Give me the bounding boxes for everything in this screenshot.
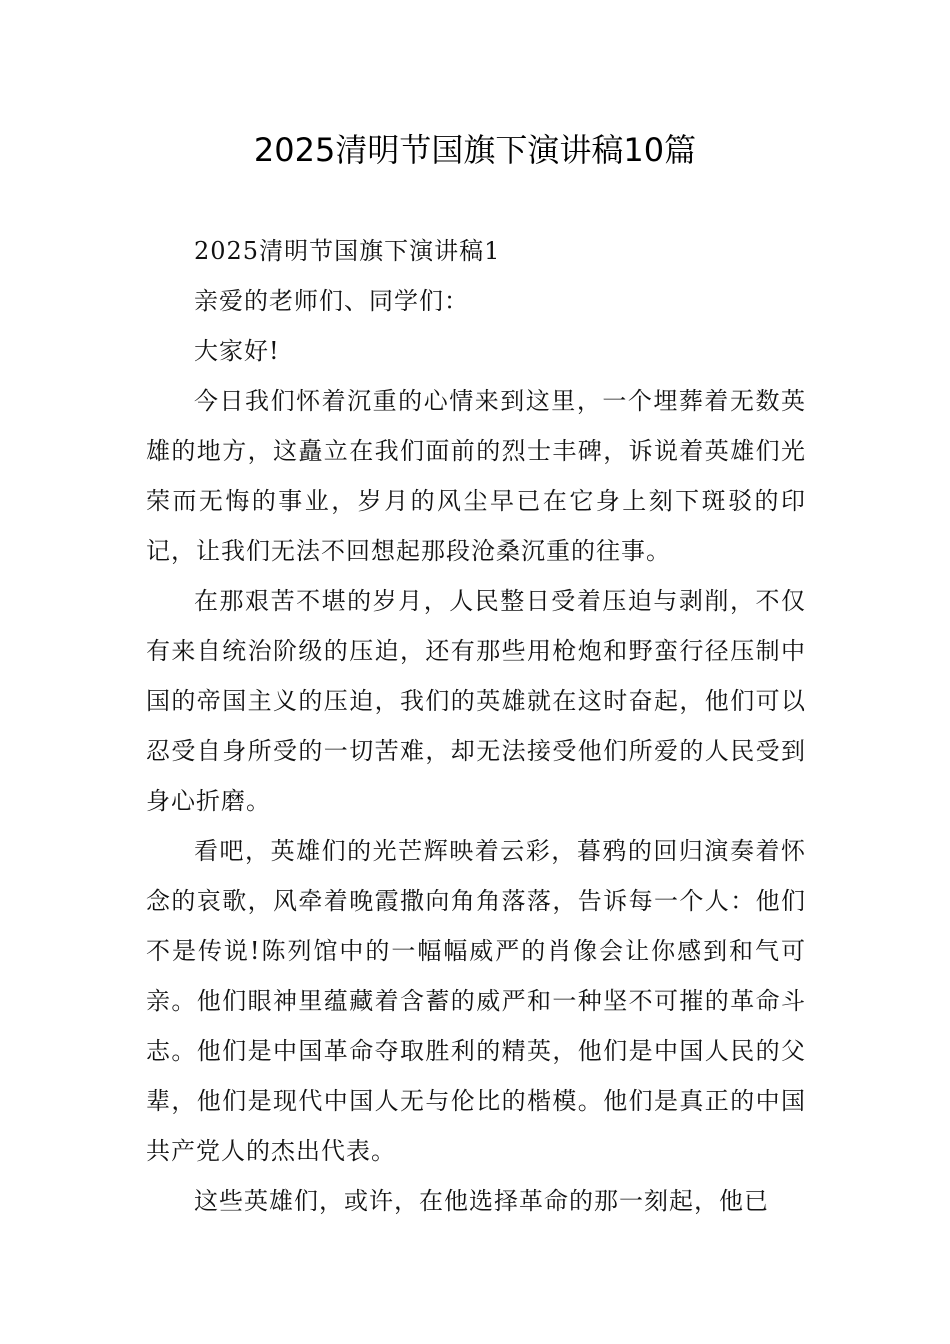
body-paragraph: 在那艰苦不堪的岁月，人民整日受着压迫与剥削，不仅有来自统治阶级的压迫，还有那些用枪炮和野蛮行径压制中国的帝国主义的压迫，我们的英雄就在这时奋起，他们可以忍受自身所受的一切苦难，却无法接受他们所爱的人民受到身心折磨。 (146, 587, 806, 815)
document-body (146, 226, 806, 1226)
document-title: 2025清明节国旗下演讲稿10篇 (253, 131, 697, 169)
section-heading: 2025清明节国旗下演讲稿1 (194, 237, 501, 265)
salutation: 亲爱的老师们、同学们： (194, 287, 469, 315)
body-paragraph: 这些英雄们，或许，在他选择革命的那一刻起，他已 (194, 1187, 769, 1215)
greeting: 大家好! (194, 337, 280, 365)
body-paragraph: 看吧，英雄们的光芒辉映着云彩，暮鸦的回归演奏着怀念的哀歌，风牵着晚霞撒向角角落落，告诉每一个人：他们不是传说!陈列馆中的一幅幅威严的肖像会让你感到和气可亲。他们眼神里蕴藏着含蓄的威严和一种坚不可摧的革命斗志。他们是中国革命夺取胜利的精英，他们是中国人民的父辈，他们是现代中国人无与伦比的楷模。他们是真正的中国共产党人的杰出代表。 (146, 837, 806, 1165)
body-paragraph: 今日我们怀着沉重的心情来到这里，一个埋葬着无数英雄的地方，这矗立在我们面前的烈士丰碑，诉说着英雄们光荣而无悔的事业，岁月的风尘早已在它身上刻下斑驳的印记，让我们无法不回想起那段沧桑沉重的往事。 (146, 387, 806, 565)
